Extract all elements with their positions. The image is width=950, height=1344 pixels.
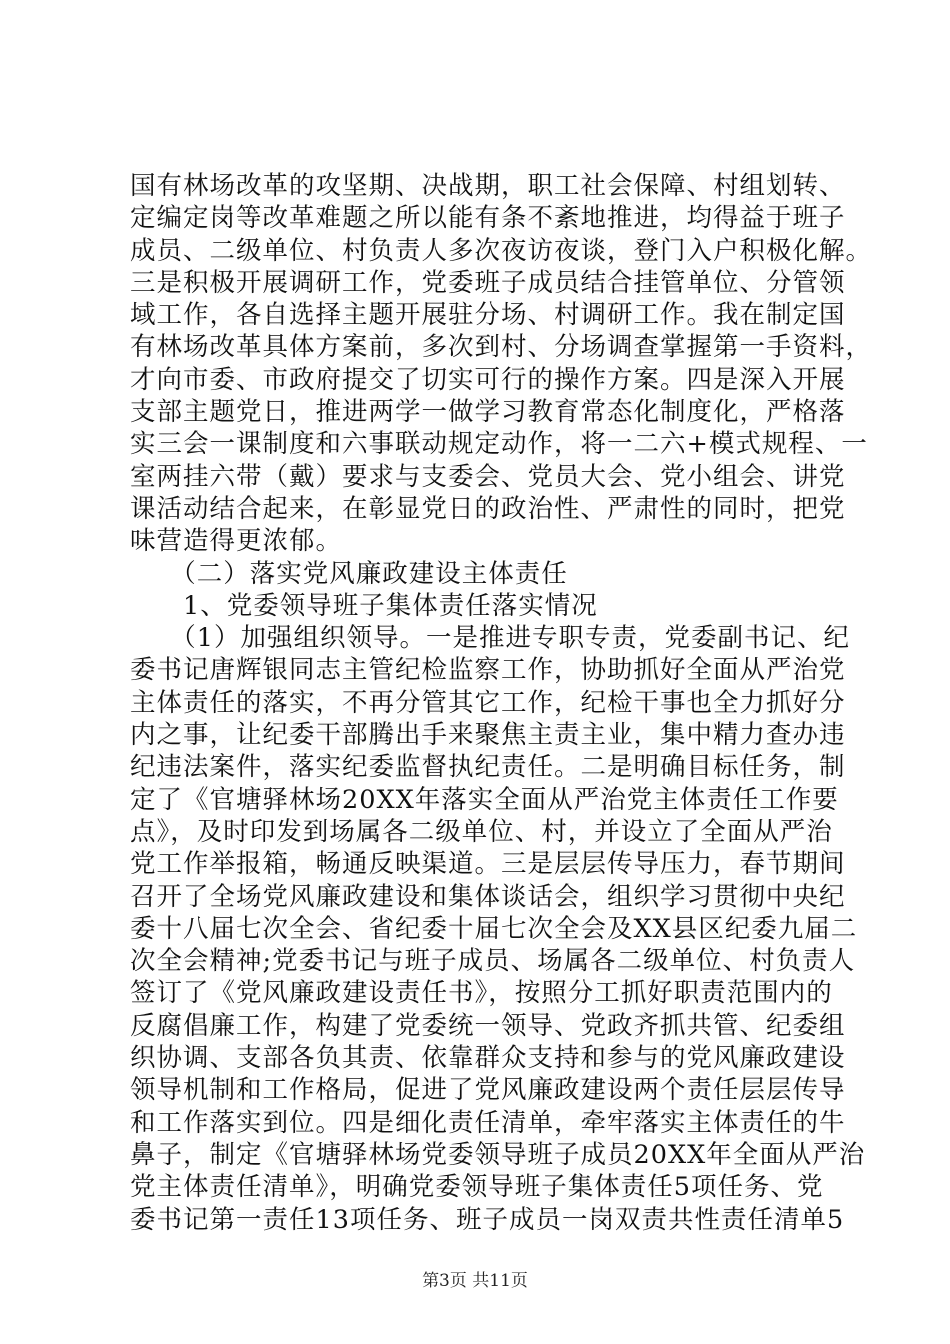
text-line: 国有林场改革的攻坚期、决战期，职工社会保障、村组划转、: [130, 171, 846, 201]
text-line: 实三会一课制度和六事联动规定动作，将一二六+模式规程、一: [130, 429, 868, 460]
text-line: 领导机制和工作格局，促进了党风廉政建设两个责任层层传导: [130, 1075, 846, 1106]
text-line: 三是积极开展调研工作，党委班子成员结合挂管单位、分管领: [130, 267, 846, 298]
text-line: 次全会精神;党委书记与班子成员、场属各二级单位、村负责人: [130, 946, 856, 977]
text-line: 支部主题党日，推进两学一做学习教育常态化制度化，严格落: [130, 397, 846, 428]
text-line: 签订了《党风廉政建设责任书》，按照分工抓好职责范围内的: [130, 978, 833, 1009]
document-body: [130, 170, 873, 1236]
text-line: 成员、二级单位、村负责人多次夜访夜谈，登门入户积极化解。: [130, 235, 873, 266]
text-line: 才向市委、市政府提交了切实可行的操作方案。四是深入开展: [130, 364, 846, 395]
text-line: 1、党委领导班子集体责任落实情况: [130, 590, 598, 621]
text-line: 召开了全场党风廉政建设和集体谈话会，组织学习贯彻中央纪: [130, 881, 846, 912]
text-line: 点》，及时印发到场属各二级单位、村，并设立了全面从严治: [130, 816, 833, 847]
text-line: 定编定岗等改革难题之所以能有条不紊地推进，均得益于班子: [130, 203, 846, 234]
text-line: 纪违法案件，落实纪委监督执纪责任。二是明确目标任务，制: [130, 752, 846, 783]
text-line: 室两挂六带（戴）要求与支委会、党员大会、党小组会、讲党: [130, 461, 846, 492]
text-line: 委书记唐辉银同志主管纪检监察工作，协助抓好全面从严治党: [130, 655, 846, 686]
text-line: 域工作，各自选择主题开展驻分场、村调研工作。我在制定国: [130, 300, 846, 331]
page-footer: 第3页 共11页: [422, 1271, 528, 1291]
text-line: 鼻子，制定《官塘驿林场党委领导班子成员20XX年全面从严治: [130, 1139, 866, 1170]
text-line: 织协调、支部各负其责、依靠群众支持和参与的党风廉政建设: [130, 1043, 846, 1074]
text-line: 党工作举报箱，畅通反映渠道。三是层层传导压力，春节期间: [130, 849, 846, 880]
text-line: 有林场改革具体方案前，多次到村、分场调查掌握第一手资料，: [130, 332, 873, 363]
text-line: 定了《官塘驿林场20XX年落实全面从严治党主体责任工作要: [130, 784, 839, 815]
text-line: 反腐倡廉工作，构建了党委统一领导、党政齐抓共管、纪委组: [130, 1010, 846, 1041]
text-line: 内之事，让纪委干部腾出手来聚焦主责主业，集中精力查办违: [130, 720, 846, 751]
text-line: 委书记第一责任13项任务、班子成员一岗双责共性责任清单5: [130, 1204, 845, 1235]
text-line: 党主体责任清单》，明确党委领导班子集体责任5项任务、党: [130, 1172, 824, 1203]
text-line: 主体责任的落实，不再分管其它工作，纪检干事也全力抓好分: [130, 687, 846, 718]
text-line: 味营造得更浓郁。: [130, 526, 343, 557]
text-line: 课活动结合起来，在彰显党日的政治性、严肃性的同时，把党: [130, 493, 846, 524]
text-line: 和工作落实到位。四是细化责任清单，牵牢落实主体责任的牛: [130, 1107, 846, 1138]
text-line: （二）落实党风廉政建设主体责任: [130, 558, 568, 589]
text-line: 委十八届七次全会、省纪委十届七次全会及XX县区纪委九届二: [130, 913, 858, 944]
text-line: （1）加强组织领导。一是推进专职专责，党委副书记、纪: [130, 623, 850, 654]
